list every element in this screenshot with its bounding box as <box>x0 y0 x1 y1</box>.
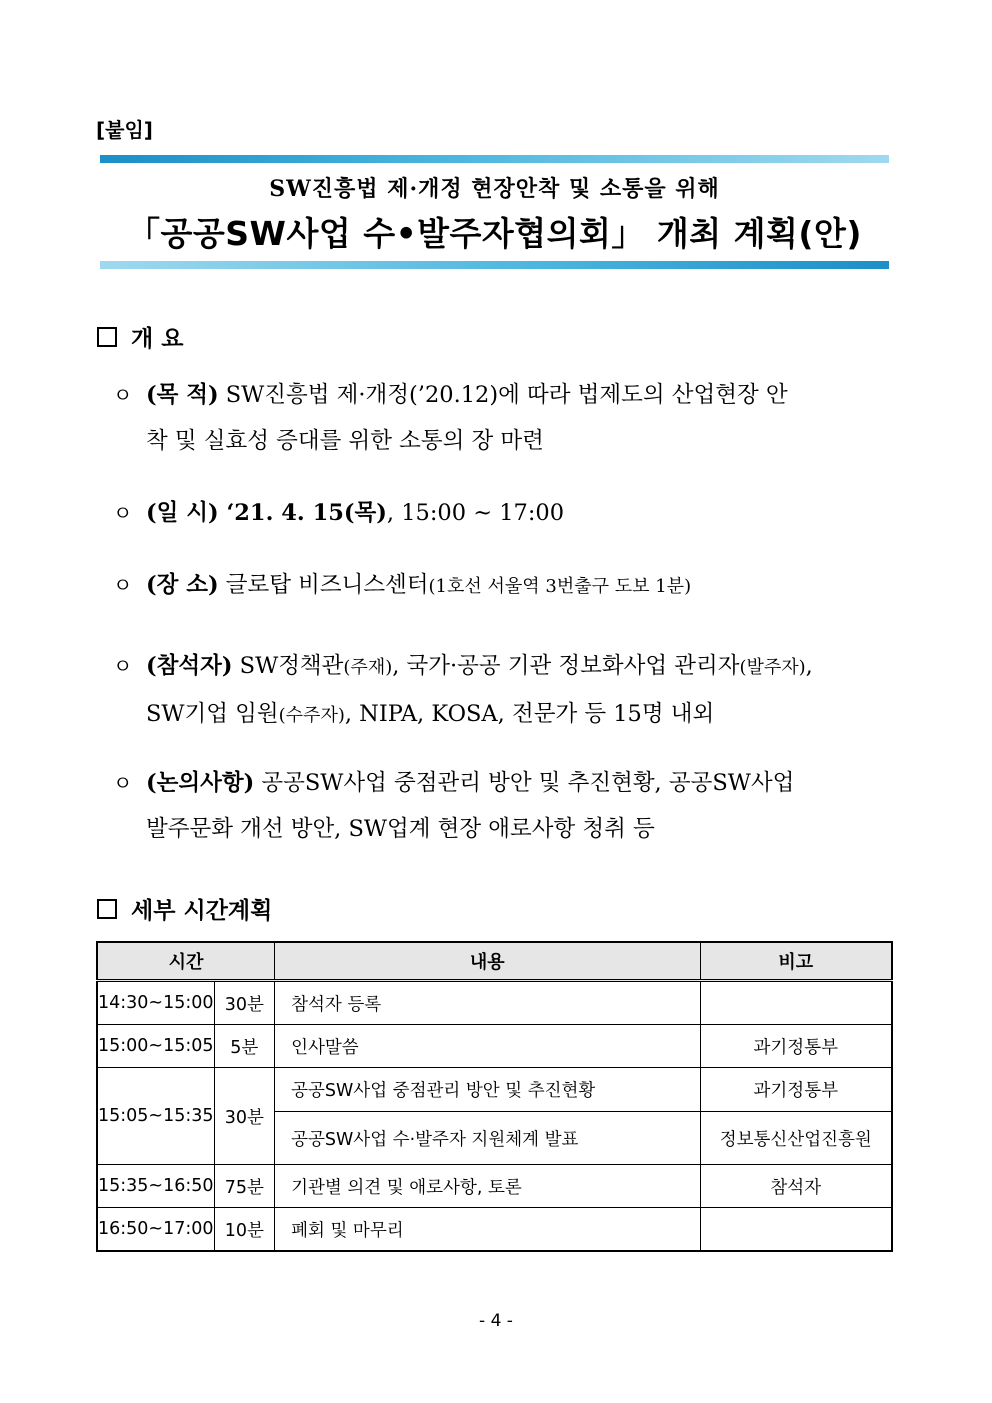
attendee-text-b: , 국가·공공 기관 정보화사업 관리자 <box>392 653 740 679</box>
table-row <box>97 981 892 1025</box>
table-row <box>97 1208 892 1252</box>
item-label: (일 시) <box>146 500 219 526</box>
item-text-line2: 발주문화 개선 방안, SW업계 현장 애로사항 청취 등 <box>146 816 655 842</box>
venue-name: 글로탑 비즈니스센터 <box>218 572 429 598</box>
item-label: (장 소) <box>146 572 219 598</box>
item-label: (참석자) <box>146 653 233 679</box>
item-text: SW진흥법 제·개정(’20.12)에 따라 법제도의 산업현장 안 <box>218 382 788 408</box>
duration-cell: 75분 <box>214 1165 275 1208</box>
section-schedule-title: 세부 시간계획 <box>131 898 273 924</box>
item-label: (목 적) <box>146 382 219 408</box>
content-cell: 참석자 등록 <box>275 981 700 1025</box>
header-content: 내용 <box>275 942 700 981</box>
title-bar-top <box>100 155 889 163</box>
attendee-role-b: (발주자) <box>739 657 806 678</box>
time-cell: 15:00~15:05 <box>97 1025 214 1068</box>
item-label: (논의사항) <box>146 770 255 796</box>
item-text-line2: 착 및 실효성 증대를 위한 소통의 장 마련 <box>146 428 544 454</box>
section-overview-title: 개 요 <box>131 326 184 352</box>
note-cell: 과기정통부 <box>700 1068 892 1112</box>
attendee-line2-b: , NIPA, KOSA, 전문가 등 15명 내외 <box>344 701 715 727</box>
table-row <box>97 1025 892 1068</box>
duration-cell: 30분 <box>214 1068 275 1165</box>
event-date: ‘21. 4. 15(목) <box>218 500 387 526</box>
section-schedule-heading <box>97 892 272 925</box>
time-cell: 14:30~15:00 <box>97 981 214 1025</box>
document-title: 「공공SW사업 수•발주자협의회」 개최 계획(안) <box>127 214 862 253</box>
duration-cell: 5분 <box>214 1025 275 1068</box>
note-cell: 정보통신산업진흥원 <box>700 1112 892 1165</box>
bullet-circle-icon: ㅇ <box>113 501 133 525</box>
schedule-table <box>96 941 893 1252</box>
overview-item-venue <box>113 562 903 610</box>
header-note: 비고 <box>700 942 892 981</box>
note-cell <box>700 981 892 1025</box>
time-cell: 15:35~16:50 <box>97 1165 214 1208</box>
attachment-label: [붙임] <box>96 118 153 142</box>
note-cell: 참석자 <box>700 1165 892 1208</box>
note-cell <box>700 1208 892 1252</box>
time-cell: 16:50~17:00 <box>97 1208 214 1252</box>
table-row <box>97 1068 892 1112</box>
attendee-text-c: , <box>805 653 813 679</box>
content-cell: 공공SW사업 중점관리 방안 및 추진현황 <box>275 1068 700 1112</box>
overview-item-attendees <box>113 643 903 739</box>
bullet-circle-icon: ㅇ <box>113 654 133 678</box>
attendee-text-a: SW정책관 <box>232 653 344 679</box>
event-time: , 15:00 ~ 17:00 <box>386 500 565 526</box>
overview-item-datetime <box>113 490 903 536</box>
bullet-circle-icon: ㅇ <box>113 383 133 407</box>
header-time: 시간 <box>97 942 275 981</box>
checkbox-square-icon <box>97 899 117 919</box>
table-row <box>97 1165 892 1208</box>
page-number: - 4 - <box>479 1311 513 1331</box>
document-subtitle: SW진흥법 제·개정 현장안착 및 소통을 위해 <box>269 176 720 202</box>
table-header-row <box>97 942 892 981</box>
attendee-role-a: (주재) <box>343 657 393 678</box>
checkbox-square-icon <box>97 327 117 347</box>
duration-cell: 10분 <box>214 1208 275 1252</box>
section-overview-heading <box>97 320 183 353</box>
content-cell: 폐회 및 마무리 <box>275 1208 700 1252</box>
time-cell: 15:05~15:35 <box>97 1068 214 1165</box>
overview-item-purpose <box>113 372 903 464</box>
title-bar-bottom <box>100 261 889 269</box>
overview-item-agenda <box>113 760 903 852</box>
bullet-circle-icon: ㅇ <box>113 573 133 597</box>
attendee-line2-role: (수주자) <box>278 705 345 726</box>
attendee-line2-a: SW기업 임원 <box>146 701 279 727</box>
venue-directions: (1호선 서울역 3번출구 도보 1분) <box>428 576 692 597</box>
item-text: 공공SW사업 중점관리 방안 및 추진현황, 공공SW사업 <box>254 770 795 796</box>
content-cell: 공공SW사업 수·발주자 지원체계 발표 <box>275 1112 700 1165</box>
content-cell: 인사말씀 <box>275 1025 700 1068</box>
note-cell: 과기정통부 <box>700 1025 892 1068</box>
bullet-circle-icon: ㅇ <box>113 771 133 795</box>
duration-cell: 30분 <box>214 981 275 1025</box>
content-cell: 기관별 의견 및 애로사항, 토론 <box>275 1165 700 1208</box>
